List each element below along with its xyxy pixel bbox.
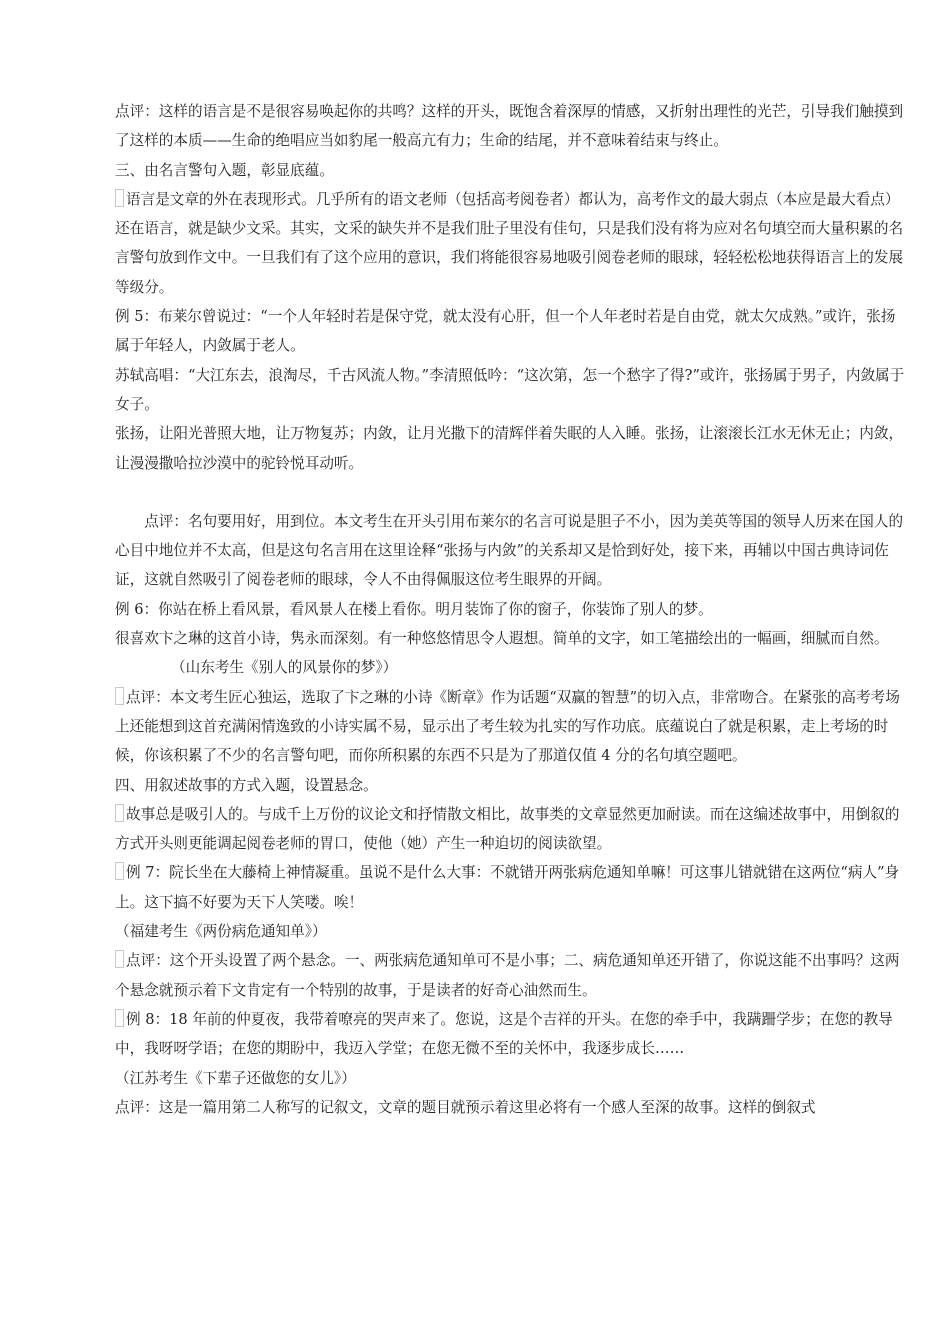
placeholder-box-icon	[115, 804, 124, 822]
example-7-source: （福建考生《两份病危通知单》）	[115, 923, 327, 941]
example-6: 例 6：你站在桥上看风景，看风景人在楼上看你。明月装饰了你的窗子，你装饰了别人的梦。	[115, 600, 713, 618]
example-6-source: （山东考生《别人的风景你的梦》）	[171, 659, 398, 677]
example-5-continued: 苏轼高唱：“大江东去，浪淘尽，千古风流人物。”李清照低吟：“这次第，怎一个愁字了得?”或许，张扬属于男子，内敛属于女子。	[115, 366, 905, 413]
example-8	[115, 1005, 905, 1064]
body-text: 故事总是吸引人的。与成千上万份的议论文和抒情散文相比，故事类的文章显然更加耐读。而在这编述故事中，用倒叙的方式开头则更能调起阅卷老师的胃口，使他（她）产生一种迫切的阅读欲望。	[115, 805, 900, 853]
body-text: 语言是文章的外在表现形式。几乎所有的语文老师（包括高考阅卷者）都认为，高考作文的最大弱点（本应是最大看点）还在语言，就是缺少文采。其实，文采的缺失并不是我们肚子里没有佳句，只是我们没有将为应对名句填空而大量积累的名言警句放到作文中。一旦我们有了这个应用的意识，我们将能很容易地吸引阅卷老师的眼球，轻轻松松地获得语言上的发展等级分。	[115, 190, 904, 296]
example-7	[115, 858, 905, 917]
comment-text: 点评：本文考生匠心独运，选取了卞之琳的小诗《断章》作为话题“双赢的智慧”的切入点，非常吻合。在紧张的高考考场上还能想到这首充满闲情逸致的小诗实属不易，显示出了考生较为扎实的写作功底。底蕴说白了就是积累，走上考场的时候，你该积累了不少的名言警句吧，而你所积累的东西不只是为了那道仅值 4 分的名句填空题吧。	[115, 688, 900, 765]
placeholder-box-icon	[115, 862, 124, 880]
comment-paragraph	[115, 946, 905, 1005]
comment-paragraph: 点评：名句要用好，用到位。本文考生在开头引用布莱尔的名言可说是胆子不小，因为美英等国的领导人历来在国人的心目中地位并不太高，但是这句名言用在这里诠释“张扬与内敛”的关系却又是恰到好处，接下来，再辅以中国古典诗词佐证，这就自然吸引了阅卷老师的眼球，令人不由得佩服这位考生眼界的开阔。	[115, 512, 904, 589]
section-heading-3: 三、由名言警句入题，彰显底蕴。	[115, 161, 334, 179]
example-8-source: （江苏考生《下辈子还做您的女儿》）	[115, 1069, 356, 1087]
comment-paragraph: 点评：这是一篇用第二人称写的记叙文，文章的题目就预示着这里必将有一个感人至深的故事。这样的倒叙式	[115, 1098, 816, 1116]
example-5: 例 5：布莱尔曾说过：“一个人年轻时若是保守党，就太没有心肝，但一个人年老时若是自由党，就太欠成熟。”或许，张扬属于年轻人，内敛属于老人。	[115, 308, 896, 355]
example-6-continued	[115, 624, 905, 683]
example-6-text: 很喜欢卞之琳的这首小诗，隽永而深刻。有一种悠悠情思令人遐想。简单的文字，如工笔描绘出的一幅画，细腻而自然。	[115, 630, 889, 648]
example-5-ending: 张扬，让阳光普照大地，让万物复苏；内敛，让月光撒下的清辉伴着失眠的人入睡。张扬，让滚滚长江水无休无止；内敛，让漫漫撒哈拉沙漠中的驼铃悦耳动听。	[115, 425, 904, 472]
placeholder-box-icon	[115, 189, 124, 207]
comment-paragraph	[115, 683, 905, 771]
placeholder-box-icon	[115, 950, 124, 968]
section-heading-4: 四、用叙述故事的方式入题，设置悬念。	[115, 776, 378, 794]
placeholder-box-icon	[115, 1009, 124, 1027]
comment-text: 点评：这个开头设置了两个悬念。一、两张病危通知单可不是小事；二、病危通知单还开错了，你说这能不出事吗？这两个悬念就预示着下文肯定有一个特别的故事，于是读者的好奇心油然而生。	[115, 952, 900, 999]
comment-paragraph: 点评：这样的语言是不是很容易唤起你的共鸣？这样的开头，既饱含着深厚的情感，又折射出理性的光芒，引导我们触摸到了这样的本质——生命的绝唱应当如豹尾一般高亢有力；生命的结尾，并不意味着结束与终止。	[115, 103, 904, 150]
body-paragraph	[115, 800, 905, 859]
example-7-text: 例 7：院长坐在大藤椅上神情凝重。虽说不是什么大事：不就错开两张病危通知单嘛！可这事儿错就错在这两位“病人”身上。这下搞不好要为天下人笑喽。唉！	[115, 864, 900, 911]
placeholder-box-icon	[115, 687, 124, 705]
body-paragraph	[115, 185, 905, 302]
document-body	[115, 97, 905, 1122]
example-8-text: 例 8：18 年前的仲夏夜，我带着嘹亮的哭声来了。您说，这是个吉祥的开头。在您的牵手中，我蹒跚学步；在您的教导中，我呀呀学语；在您的期盼中，我迈入学堂；在您无微不至的关怀中，我逐步成长……	[115, 1010, 893, 1058]
blank-line	[115, 478, 905, 507]
